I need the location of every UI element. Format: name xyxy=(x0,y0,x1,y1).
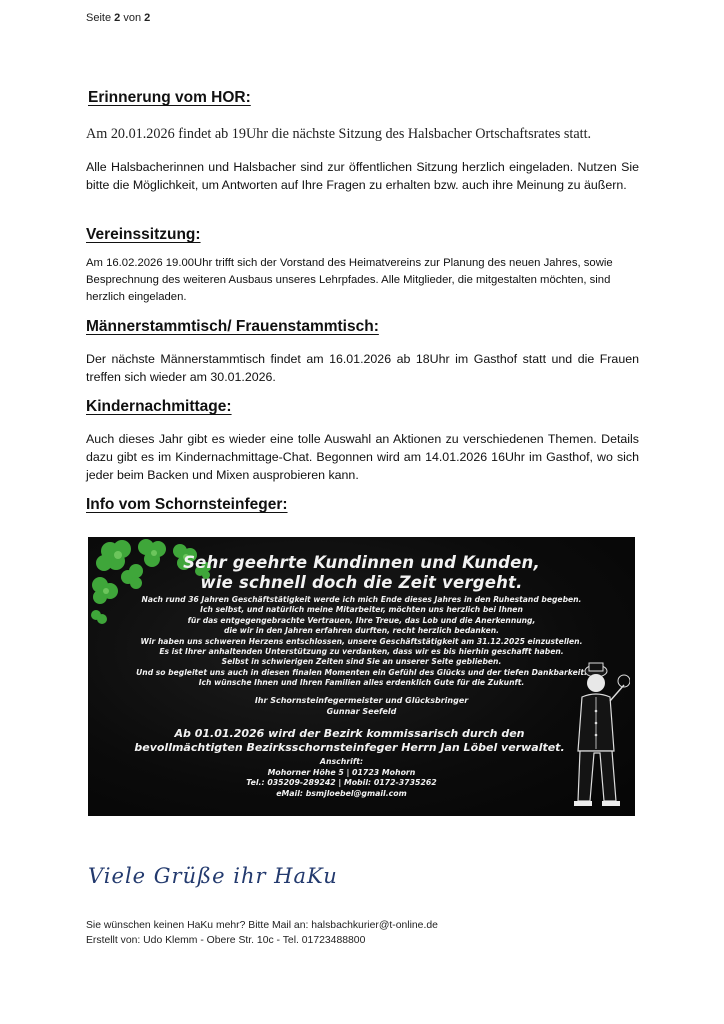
banner-title-1: Sehr geehrte Kundinnen und Kunden, xyxy=(183,553,540,572)
chimney-sweep-banner xyxy=(88,537,635,816)
banner-notice-2: bevollmächtigten Bezirksschornsteinfeger Herrn Jan Löbel verwaltet. xyxy=(134,741,565,754)
hor-heading: Erinnerung vom HOR: xyxy=(88,89,251,106)
banner-line: Ich selbst, und natürlich meine Mitarbeiter, möchten uns herzlich bei Ihnen xyxy=(200,605,523,615)
banner-address-email: eMail: bsmjloebel@gmail.com xyxy=(276,788,407,798)
banner-title-2: wie schnell doch die Zeit vergeht. xyxy=(200,573,523,592)
banner-closing-1: Ihr Schornsteinfegermeister und Glücksbringer xyxy=(254,696,469,705)
banner-closing-2: Gunnar Seefeld xyxy=(326,707,397,716)
banner-line: für das entgegengebrachte Vertrauen, Ihre Treue, das Lob und die Anerkennung, xyxy=(187,615,536,625)
verein-heading: Vereinssitzung: xyxy=(86,226,201,243)
banner-line: Selbst in schwierigen Zeiten sind Sie an unserer Seite geblieben. xyxy=(221,657,502,667)
banner-line: Es ist Ihrer anhaltenden Unterstützung zu verdanken, dass wir es bis hierhin geschafft haben. xyxy=(159,647,564,656)
stammtisch-paragraph: Der nächste Männerstammtisch findet am 16.01.2026 ab 18Uhr im Gasthof statt und die Frauen treffen sich wieder am 30.01.2026. xyxy=(86,352,639,384)
footer-author: Erstellt von: Udo Klemm - Obere Str. 10c - Tel. 01723488800 xyxy=(86,935,366,946)
signature: Viele Grüße ihr HaKu xyxy=(88,864,338,888)
schornstein-heading: Info vom Schornsteinfeger: xyxy=(86,496,288,513)
kinder-heading: Kindernachmittage: xyxy=(86,398,232,415)
kinder-paragraph: Auch dieses Jahr gibt es wieder eine tolle Auswahl an Aktionen zu verschiedenen Themen. Details dazu gibt es im Kindernachmittage-Chat. Begonnen wird am 14.01.2026 16Uhr im Gasthof, wo sich jeder beim Backen und Mixen ausprobieren kann. xyxy=(86,432,639,482)
stammtisch-heading: Männerstammtisch/ Frauenstammtisch: xyxy=(86,318,379,335)
banner-address-phone: Tel.: 035209-289242 | Mobil: 0172-3735262 xyxy=(246,778,437,787)
hor-paragraph: Alle Halsbacherinnen und Halsbacher sind zur öffentlichen Sitzung herzlich eingeladen. Nutzen Sie bitte die Möglichkeit, um Antworten auf Ihre Fragen zu erhalten bzw. auch ihre Meinung zu äußern. xyxy=(86,160,639,192)
banner-line: Ich wünsche Ihnen und Ihren Familien alles erdenklich Gute für die Zukunft. xyxy=(198,678,525,688)
banner-line: Wir haben uns schweren Herzens entschlossen, unsere Geschäftstätigkeit am 31.12.2025 einzustellen. xyxy=(140,636,583,646)
banner-line: die wir in den Jahren erfahren durften, recht herzlich bedanken. xyxy=(223,626,500,636)
footer-unsubscribe: Sie wünschen keinen HaKu mehr? Bitte Mail an: halsbachkurier@t-online.de xyxy=(86,920,438,931)
page-number-total: 2 xyxy=(144,12,151,24)
page-number-prefix: Seite xyxy=(86,12,112,24)
banner-address-label: Anschrift: xyxy=(319,757,364,766)
verein-paragraph: Am 16.02.2026 19.00Uhr trifft sich der Vorstand des Heimatvereins zur Planung des neuen Jahres, sowie Besprechnung des weiteren Ausbaus unseres Lehrpfades. Alle Mitglieder, die mitgestalten möchten, sind herzlich eingeladen. xyxy=(86,257,613,303)
banner-line: Nach rund 36 Jahren Geschäftstätigkeit werde ich mich Ende dieses Jahres in den Ruhestand begeben. xyxy=(141,595,582,604)
banner-address-street: Mohorner Höhe 5 | 01723 Mohorn xyxy=(267,767,416,777)
page-number-mid: von xyxy=(123,12,142,24)
hor-line: Am 20.01.2026 findet ab 19Uhr die nächste Sitzung des Halsbacher Ortschaftsrates statt. xyxy=(86,126,592,142)
page-number-current: 2 xyxy=(114,12,121,24)
banner-notice-1: Ab 01.01.2026 wird der Bezirk kommissarisch durch den xyxy=(174,727,525,740)
page-number xyxy=(86,12,150,24)
banner-line: Und so begleitet uns auch in diesen finalen Momenten ein Gefühl des Glücks und der tiefen Dankbarkeit. xyxy=(136,667,587,677)
